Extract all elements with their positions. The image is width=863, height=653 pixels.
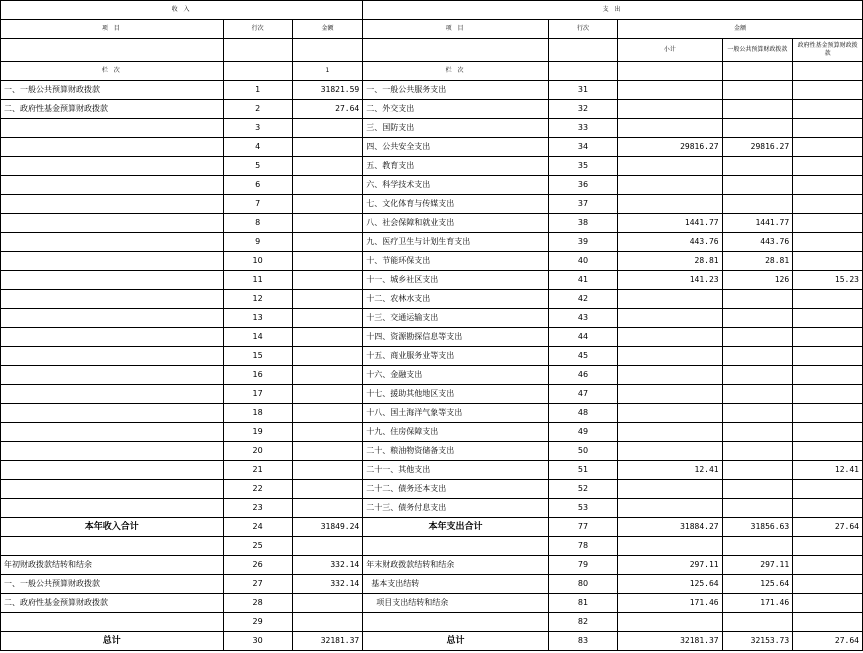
income-item-cell: 二、政府性基金预算财政拨款 — [1, 594, 224, 613]
subtotal-cell: 32181.37 — [618, 632, 723, 651]
income-item-cell — [1, 328, 224, 347]
income-row-no-cell: 2 — [223, 100, 292, 119]
gov-fund-cell — [793, 594, 863, 613]
general-budget-cell — [722, 290, 793, 309]
table-row — [1, 613, 863, 632]
subtotal-cell — [618, 119, 723, 138]
subtotal-cell — [618, 176, 723, 195]
general-budget-cell: 125.64 — [722, 575, 793, 594]
expense-item-cell: 六、科学技术支出 — [363, 176, 549, 195]
gov-fund-cell — [793, 214, 863, 233]
general-budget-cell: 126 — [722, 271, 793, 290]
income-column-label: 栏 次 — [1, 62, 224, 81]
table-row — [1, 252, 863, 271]
income-amount-cell — [292, 119, 363, 138]
income-item-cell: 总计 — [1, 632, 224, 651]
income-item-cell — [1, 480, 224, 499]
table-row — [1, 347, 863, 366]
gov-fund-cell — [793, 480, 863, 499]
table-row — [1, 176, 863, 195]
gov-fund-cell: 15.23 — [793, 271, 863, 290]
expense-row-no-cell: 32 — [548, 100, 617, 119]
income-row-no-cell: 6 — [223, 176, 292, 195]
expense-row-no-cell: 38 — [548, 214, 617, 233]
expense-item-cell — [363, 613, 549, 632]
expense-row-no-cell: 40 — [548, 252, 617, 271]
expense-item-cell: 项目支出结转和结余 — [363, 594, 549, 613]
income-item-cell: 二、政府性基金预算财政拨款 — [1, 100, 224, 119]
empty-cell — [363, 39, 549, 62]
general-budget-cell — [722, 537, 793, 556]
expense-item-cell: 二十、粮油物资储备支出 — [363, 442, 549, 461]
income-amount-cell: 32181.37 — [292, 632, 363, 651]
income-item-cell: 年初财政拨款结转和结余 — [1, 556, 224, 575]
table-row — [1, 537, 863, 556]
table-row — [1, 100, 863, 119]
table-row — [1, 195, 863, 214]
gov-fund-cell — [793, 138, 863, 157]
gov-fund-cell — [793, 309, 863, 328]
expense-row-no-cell: 77 — [548, 518, 617, 537]
gov-fund-cell — [793, 423, 863, 442]
gov-fund-cell — [793, 347, 863, 366]
subtotal-cell: 29816.27 — [618, 138, 723, 157]
table-row — [1, 233, 863, 252]
gov-fund-cell — [793, 366, 863, 385]
table-row — [1, 157, 863, 176]
empty-cell — [548, 62, 617, 81]
income-row-no-cell: 20 — [223, 442, 292, 461]
subtotal-cell — [618, 195, 723, 214]
subtotal-cell: 443.76 — [618, 233, 723, 252]
income-item-cell — [1, 613, 224, 632]
expense-column-label: 栏 次 — [363, 62, 549, 81]
table-row — [1, 309, 863, 328]
income-amount-header: 金额 — [292, 20, 363, 39]
general-budget-cell: 171.46 — [722, 594, 793, 613]
general-budget-cell — [722, 423, 793, 442]
expense-row-no-cell: 48 — [548, 404, 617, 423]
empty-cell — [292, 39, 363, 62]
expense-section-title: 支 出 — [363, 1, 863, 20]
income-item-cell — [1, 385, 224, 404]
expense-row-no-cell: 78 — [548, 537, 617, 556]
table-row — [1, 214, 863, 233]
gov-fund-cell — [793, 290, 863, 309]
income-amount-cell — [292, 328, 363, 347]
expense-item-cell: 十二、农林水支出 — [363, 290, 549, 309]
income-amount-cell — [292, 499, 363, 518]
income-row-no-cell: 8 — [223, 214, 292, 233]
income-row-no-cell: 23 — [223, 499, 292, 518]
gov-fund-cell — [793, 328, 863, 347]
gov-fund-cell — [793, 81, 863, 100]
gov-fund-cell — [793, 556, 863, 575]
subtotal-cell — [618, 366, 723, 385]
general-budget-cell: 1441.77 — [722, 214, 793, 233]
expense-item-cell: 年末财政拨款结转和结余 — [363, 556, 549, 575]
expense-row-no-cell: 81 — [548, 594, 617, 613]
empty-cell — [548, 39, 617, 62]
table-row — [1, 404, 863, 423]
general-budget-cell — [722, 442, 793, 461]
empty-cell — [618, 62, 723, 81]
expense-item-cell: 二十三、债务付息支出 — [363, 499, 549, 518]
subtotal-cell — [618, 290, 723, 309]
income-item-cell — [1, 423, 224, 442]
income-item-cell — [1, 138, 224, 157]
subtotal-cell — [618, 442, 723, 461]
subtotal-cell — [618, 480, 723, 499]
income-row-no-cell: 3 — [223, 119, 292, 138]
income-amount-cell — [292, 138, 363, 157]
income-amount-cell — [292, 385, 363, 404]
income-row-no-cell: 9 — [223, 233, 292, 252]
subheader-row — [1, 39, 863, 62]
general-budget-cell — [722, 81, 793, 100]
income-row-no-cell: 15 — [223, 347, 292, 366]
gov-fund-cell — [793, 613, 863, 632]
expense-item-cell: 本年支出合计 — [363, 518, 549, 537]
subtotal-cell: 1441.77 — [618, 214, 723, 233]
income-item-cell — [1, 366, 224, 385]
expense-row-no-cell: 46 — [548, 366, 617, 385]
income-amount-cell — [292, 309, 363, 328]
income-amount-cell — [292, 157, 363, 176]
expense-row-no-header: 行次 — [548, 20, 617, 39]
table-row — [1, 423, 863, 442]
income-item-cell — [1, 252, 224, 271]
expense-row-no-cell: 36 — [548, 176, 617, 195]
expense-item-cell: 十一、城乡社区支出 — [363, 271, 549, 290]
income-item-cell — [1, 176, 224, 195]
income-amount-cell: 31821.59 — [292, 81, 363, 100]
table-row — [1, 499, 863, 518]
income-row-no-cell: 24 — [223, 518, 292, 537]
income-item-cell: 一、一般公共预算财政拨款 — [1, 81, 224, 100]
general-budget-cell — [722, 119, 793, 138]
subtotal-cell — [618, 100, 723, 119]
general-budget-cell — [722, 366, 793, 385]
subtotal-cell: 31884.27 — [618, 518, 723, 537]
gov-fund-cell — [793, 575, 863, 594]
subtotal-cell — [618, 347, 723, 366]
income-item-cell — [1, 309, 224, 328]
section-header-row — [1, 1, 863, 20]
expense-item-cell: 三、国防支出 — [363, 119, 549, 138]
subtotal-cell — [618, 157, 723, 176]
income-item-cell — [1, 461, 224, 480]
income-amount-cell — [292, 347, 363, 366]
income-amount-cell — [292, 366, 363, 385]
income-row-no-cell: 29 — [223, 613, 292, 632]
general-budget-cell — [722, 385, 793, 404]
income-item-cell — [1, 499, 224, 518]
expense-row-no-cell: 42 — [548, 290, 617, 309]
expense-row-no-cell: 80 — [548, 575, 617, 594]
income-amount-cell — [292, 461, 363, 480]
income-amount-cell: 31849.24 — [292, 518, 363, 537]
income-row-no-cell: 16 — [223, 366, 292, 385]
table-row — [1, 366, 863, 385]
income-amount-cell: 332.14 — [292, 575, 363, 594]
expense-row-no-cell: 52 — [548, 480, 617, 499]
gov-fund-cell: 12.41 — [793, 461, 863, 480]
income-item-cell — [1, 271, 224, 290]
subtotal-cell: 141.23 — [618, 271, 723, 290]
expense-row-no-cell: 31 — [548, 81, 617, 100]
empty-cell — [223, 62, 292, 81]
income-amount-cell — [292, 214, 363, 233]
table-row — [1, 328, 863, 347]
expense-row-no-cell: 79 — [548, 556, 617, 575]
general-budget-cell — [722, 176, 793, 195]
income-row-no-header: 行次 — [223, 20, 292, 39]
column-header-row — [1, 20, 863, 39]
expense-row-no-cell: 35 — [548, 157, 617, 176]
general-budget-cell — [722, 309, 793, 328]
expense-item-cell: 基本支出结转 — [363, 575, 549, 594]
table-row — [1, 632, 863, 651]
income-row-no-cell: 26 — [223, 556, 292, 575]
table-row — [1, 81, 863, 100]
subtotal-cell — [618, 613, 723, 632]
empty-cell — [722, 62, 793, 81]
income-item-header: 项 目 — [1, 20, 224, 39]
income-row-no-cell: 10 — [223, 252, 292, 271]
income-section-title: 收 入 — [1, 1, 363, 20]
subtotal-cell: 171.46 — [618, 594, 723, 613]
empty-cell — [1, 39, 224, 62]
empty-cell — [793, 62, 863, 81]
gov-fund-header: 政府性基金预算财政拨款 — [793, 39, 863, 62]
income-amount-cell — [292, 423, 363, 442]
general-budget-cell — [722, 195, 793, 214]
expense-item-cell: 二、外交支出 — [363, 100, 549, 119]
expense-item-cell: 九、医疗卫生与计划生育支出 — [363, 233, 549, 252]
income-amount-cell — [292, 594, 363, 613]
expense-row-no-cell: 41 — [548, 271, 617, 290]
subtotal-cell: 125.64 — [618, 575, 723, 594]
expense-row-no-cell: 34 — [548, 138, 617, 157]
income-item-cell: 一、一般公共预算财政拨款 — [1, 575, 224, 594]
income-row-no-cell: 12 — [223, 290, 292, 309]
income-amount-cell — [292, 176, 363, 195]
income-row-no-cell: 19 — [223, 423, 292, 442]
income-row-no-cell: 17 — [223, 385, 292, 404]
gov-fund-cell — [793, 404, 863, 423]
gov-fund-cell — [793, 233, 863, 252]
expense-row-no-cell: 44 — [548, 328, 617, 347]
general-budget-cell — [722, 480, 793, 499]
income-item-cell — [1, 157, 224, 176]
income-amount-cell — [292, 233, 363, 252]
general-budget-cell — [722, 461, 793, 480]
income-row-no-cell: 1 — [223, 81, 292, 100]
expense-item-cell: 十五、商业服务业等支出 — [363, 347, 549, 366]
table-row — [1, 119, 863, 138]
income-row-no-cell: 5 — [223, 157, 292, 176]
table-row — [1, 461, 863, 480]
column-index-row — [1, 62, 863, 81]
table-row — [1, 271, 863, 290]
income-amount-cell — [292, 195, 363, 214]
expense-row-no-cell: 82 — [548, 613, 617, 632]
gov-fund-cell — [793, 252, 863, 271]
general-budget-cell — [722, 404, 793, 423]
expense-item-cell: 十七、援助其他地区支出 — [363, 385, 549, 404]
expense-item-cell: 一、一般公共服务支出 — [363, 81, 549, 100]
income-row-no-cell: 18 — [223, 404, 292, 423]
expense-item-cell: 四、公共安全支出 — [363, 138, 549, 157]
subtotal-cell — [618, 309, 723, 328]
expense-row-no-cell: 39 — [548, 233, 617, 252]
general-budget-cell: 31856.63 — [722, 518, 793, 537]
income-item-cell — [1, 404, 224, 423]
expense-item-cell: 十三、交通运输支出 — [363, 309, 549, 328]
income-item-cell — [1, 442, 224, 461]
expense-item-cell: 七、文化体育与传媒支出 — [363, 195, 549, 214]
empty-cell — [223, 39, 292, 62]
expense-item-cell: 十六、金融支出 — [363, 366, 549, 385]
expense-row-no-cell: 50 — [548, 442, 617, 461]
income-row-no-cell: 30 — [223, 632, 292, 651]
subtotal-cell — [618, 404, 723, 423]
income-row-no-cell: 4 — [223, 138, 292, 157]
expense-row-no-cell: 37 — [548, 195, 617, 214]
income-amount-cell: 27.64 — [292, 100, 363, 119]
general-budget-cell: 443.76 — [722, 233, 793, 252]
general-budget-cell — [722, 499, 793, 518]
income-amount-cell — [292, 271, 363, 290]
income-item-cell — [1, 195, 224, 214]
table-row — [1, 556, 863, 575]
income-row-no-cell: 21 — [223, 461, 292, 480]
income-item-cell — [1, 233, 224, 252]
expense-row-no-cell: 53 — [548, 499, 617, 518]
income-row-no-cell: 27 — [223, 575, 292, 594]
income-amount-cell — [292, 404, 363, 423]
expense-item-cell: 十九、住房保障支出 — [363, 423, 549, 442]
table-row — [1, 385, 863, 404]
gov-fund-cell: 27.64 — [793, 632, 863, 651]
table-row — [1, 442, 863, 461]
gov-fund-cell — [793, 499, 863, 518]
gov-fund-cell — [793, 119, 863, 138]
general-budget-cell — [722, 100, 793, 119]
table-row — [1, 138, 863, 157]
general-budget-cell — [722, 157, 793, 176]
gov-fund-cell — [793, 537, 863, 556]
subtotal-cell — [618, 423, 723, 442]
general-budget-cell — [722, 328, 793, 347]
column-one-label: 1 — [292, 62, 363, 81]
income-row-no-cell: 28 — [223, 594, 292, 613]
expense-item-cell: 八、社会保障和就业支出 — [363, 214, 549, 233]
income-amount-cell: 332.14 — [292, 556, 363, 575]
expense-item-cell — [363, 537, 549, 556]
general-budget-cell — [722, 613, 793, 632]
expense-row-no-cell: 83 — [548, 632, 617, 651]
general-budget-cell: 28.81 — [722, 252, 793, 271]
subtotal-cell: 28.81 — [618, 252, 723, 271]
income-amount-cell — [292, 442, 363, 461]
table-row — [1, 594, 863, 613]
general-budget-header: 一般公共预算财政拨款 — [722, 39, 793, 62]
table-row — [1, 518, 863, 537]
income-amount-cell — [292, 252, 363, 271]
gov-fund-cell — [793, 442, 863, 461]
gov-fund-cell: 27.64 — [793, 518, 863, 537]
subtotal-cell: 297.11 — [618, 556, 723, 575]
income-amount-cell — [292, 480, 363, 499]
income-item-cell — [1, 214, 224, 233]
income-row-no-cell: 14 — [223, 328, 292, 347]
subtotal-cell — [618, 499, 723, 518]
gov-fund-cell — [793, 385, 863, 404]
general-budget-cell: 29816.27 — [722, 138, 793, 157]
income-amount-cell — [292, 537, 363, 556]
expense-amount-header: 金额 — [618, 20, 863, 39]
expense-row-no-cell: 47 — [548, 385, 617, 404]
income-item-cell — [1, 347, 224, 366]
subtotal-cell — [618, 81, 723, 100]
income-amount-cell — [292, 290, 363, 309]
expense-item-cell: 十、节能环保支出 — [363, 252, 549, 271]
table-row — [1, 575, 863, 594]
expense-row-no-cell: 45 — [548, 347, 617, 366]
income-item-cell — [1, 290, 224, 309]
subtotal-cell — [618, 385, 723, 404]
income-row-no-cell: 25 — [223, 537, 292, 556]
subtotal-header: 小计 — [618, 39, 723, 62]
income-row-no-cell: 13 — [223, 309, 292, 328]
general-budget-cell: 32153.73 — [722, 632, 793, 651]
income-row-no-cell: 22 — [223, 480, 292, 499]
income-amount-cell — [292, 613, 363, 632]
expense-item-cell: 五、教育支出 — [363, 157, 549, 176]
gov-fund-cell — [793, 100, 863, 119]
expense-item-cell: 总计 — [363, 632, 549, 651]
expense-row-no-cell: 49 — [548, 423, 617, 442]
gov-fund-cell — [793, 157, 863, 176]
expense-row-no-cell: 51 — [548, 461, 617, 480]
expense-item-cell: 十八、国土海洋气象等支出 — [363, 404, 549, 423]
expense-row-no-cell: 33 — [548, 119, 617, 138]
subtotal-cell — [618, 537, 723, 556]
table-row — [1, 480, 863, 499]
subtotal-cell: 12.41 — [618, 461, 723, 480]
gov-fund-cell — [793, 176, 863, 195]
general-budget-cell — [722, 347, 793, 366]
gov-fund-cell — [793, 195, 863, 214]
income-item-cell — [1, 537, 224, 556]
table-row — [1, 290, 863, 309]
general-budget-cell: 297.11 — [722, 556, 793, 575]
subtotal-cell — [618, 328, 723, 347]
income-row-no-cell: 11 — [223, 271, 292, 290]
expense-item-header: 项 目 — [363, 20, 549, 39]
expense-item-cell: 二十一、其他支出 — [363, 461, 549, 480]
expense-row-no-cell: 43 — [548, 309, 617, 328]
income-row-no-cell: 7 — [223, 195, 292, 214]
income-item-cell: 本年收入合计 — [1, 518, 224, 537]
expense-item-cell: 二十二、债务还本支出 — [363, 480, 549, 499]
expense-item-cell: 十四、资源勘探信息等支出 — [363, 328, 549, 347]
income-item-cell — [1, 119, 224, 138]
